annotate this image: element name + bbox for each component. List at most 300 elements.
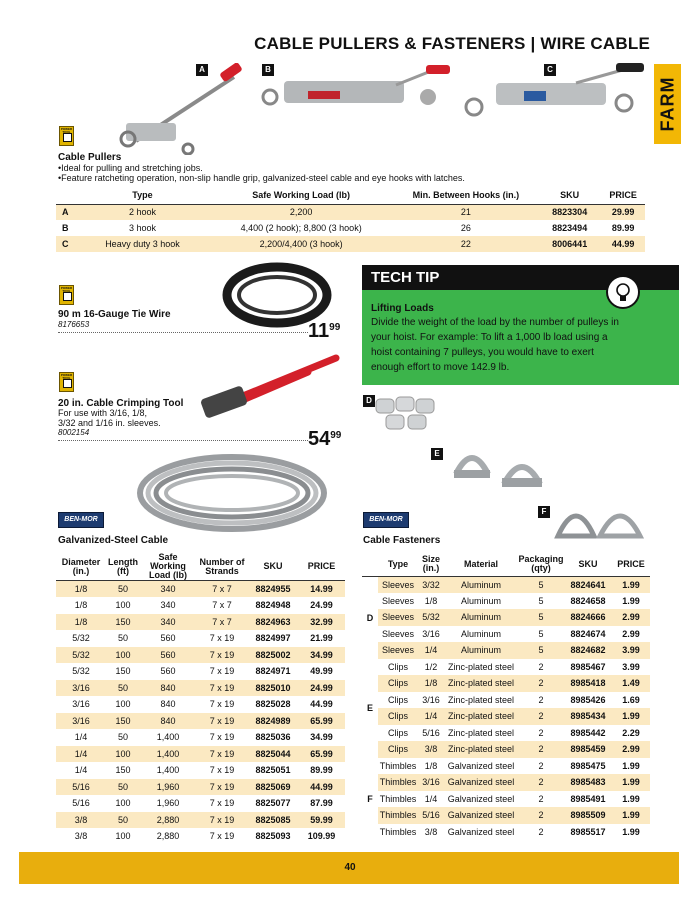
column-header-load: Safe Working Load (lb) — [140, 553, 196, 581]
cell-sku: 8824658 — [570, 595, 606, 606]
cell-type: Thimbles — [378, 807, 418, 824]
cell-strands: 7 x 19 — [196, 680, 248, 697]
galvanized-cable-table — [56, 553, 345, 845]
column-header-sku: SKU — [564, 553, 612, 576]
cell-diameter: 1/8 — [56, 581, 106, 598]
cell-sku: 8825069 — [248, 779, 298, 796]
cell-length: 150 — [115, 765, 131, 776]
column-header-sku: SKU — [248, 553, 298, 581]
crimp-tool-price-cents: 99 — [330, 430, 342, 441]
crimp-tool-desc-1: For use with 3/16, 1/8, — [58, 408, 148, 418]
cell-type: Thimbles — [379, 793, 417, 804]
cell-material: Galvanized steel — [447, 826, 515, 837]
cell-sku: 8824641 — [564, 576, 612, 593]
cell-price: 109.99 — [307, 831, 336, 842]
page-number: 40 — [344, 862, 356, 873]
crimp-tool-price — [308, 428, 341, 451]
table-row — [362, 741, 650, 758]
cell-sku: 8985491 — [570, 793, 606, 804]
table-row — [56, 746, 345, 763]
page-title: CABLE PULLERS & FASTENERS | WIRE CABLE — [254, 34, 650, 53]
cell-load: 4,400 (2 hook); 8,800 (3 hook) — [240, 223, 362, 233]
cell-diameter: 5/32 — [72, 666, 90, 677]
cell-sku: 8824674 — [570, 628, 606, 639]
cell-strands: 7 x 7 — [196, 614, 248, 631]
cell-price: 2.99 — [612, 609, 650, 626]
cell-diameter: 5/16 — [72, 798, 90, 809]
cell-type: Thimbles — [379, 760, 417, 771]
cell-size: 1/4 — [418, 642, 444, 659]
cell-price: 1.99 — [622, 826, 640, 837]
cell-price: 1.99 — [612, 576, 650, 593]
tie-wire-sku: 8176653 — [58, 320, 90, 329]
cell-load: 340 — [140, 581, 196, 598]
power-tool-badge-crimp — [59, 372, 74, 392]
cable-crimping-tool-image — [198, 350, 346, 422]
cell-price: 24.99 — [310, 600, 333, 611]
cell-length: 50 — [106, 812, 140, 829]
cell-sku: 8985475 — [570, 760, 606, 771]
table-row — [362, 675, 650, 692]
cell-material: Aluminum — [444, 576, 518, 593]
cell-packaging: 2 — [538, 760, 544, 771]
cell-length: 50 — [106, 779, 140, 796]
crimp-tool-sku: 8002154 — [58, 428, 90, 437]
cell-load: 2,880 — [140, 812, 196, 829]
crimp-tool-desc-2: 3/32 and 1/16 in. sleeves. — [58, 417, 161, 428]
cell-strands: 7 x 19 — [209, 831, 235, 842]
cell-type: Sleeves — [378, 642, 418, 659]
cell-strands: 7 x 19 — [196, 647, 248, 664]
image-label-e: E — [431, 448, 443, 460]
cell-material: Zinc-plated steel — [447, 694, 515, 705]
cell-packaging: 2 — [538, 727, 544, 738]
cell-load: 1,960 — [156, 798, 180, 809]
cell-group-letter: F — [367, 793, 373, 804]
cell-diameter: 3/16 — [56, 680, 106, 697]
tie-wire-price-cents: 99 — [329, 322, 341, 333]
cell-length: 150 — [106, 713, 140, 730]
cell-load: 1,960 — [140, 779, 196, 796]
cell-size: 3/8 — [418, 741, 444, 758]
table-row — [56, 236, 645, 252]
cell-sku: 8985467 — [570, 661, 606, 672]
cell-sku: 8824971 — [255, 666, 291, 677]
cell-packaging: 5 — [538, 595, 544, 606]
table-row — [362, 807, 650, 824]
tie-wire-title: 90 m 16-Gauge Tie Wire — [58, 309, 171, 320]
image-label-a: A — [196, 64, 208, 76]
cell-price: 24.99 — [298, 680, 345, 697]
cell-price: 32.99 — [298, 614, 345, 631]
cell-price: 1.99 — [622, 793, 640, 804]
cell-type: Sleeves — [378, 576, 418, 593]
cell-size: 5/16 — [422, 727, 440, 738]
cell-diameter: 5/32 — [56, 647, 106, 664]
table-row — [56, 630, 345, 647]
cell-length: 50 — [117, 633, 128, 644]
cell-strands: 7 x 19 — [209, 732, 235, 743]
cell-material: Galvanized steel — [447, 793, 515, 804]
cell-packaging: 2 — [538, 661, 544, 672]
column-header-group — [362, 553, 378, 576]
table-row — [56, 680, 345, 697]
column-header-price: PRICE — [298, 553, 345, 581]
cell-load: 840 — [140, 713, 196, 730]
tie-wire-price — [308, 320, 340, 343]
cell-sku: 8985483 — [564, 774, 612, 791]
table-row — [56, 204, 645, 220]
cell-strands: 7 x 19 — [196, 779, 248, 796]
column-header-sku: SKU — [538, 187, 601, 204]
cell-material: Zinc-plated steel — [444, 675, 518, 692]
cell-sku: 8825010 — [248, 680, 298, 697]
cell-material: Galvanized steel — [444, 807, 518, 824]
column-header-strands: Number of Strands — [196, 553, 248, 581]
column-header-price: PRICE — [612, 553, 650, 576]
cell-sku: 8824955 — [248, 581, 298, 598]
cell-price: 1.99 — [612, 807, 650, 824]
table-row — [56, 581, 345, 598]
cell-price: 1.99 — [612, 774, 650, 791]
cable-pullers-bullet-1: •Ideal for pulling and stretching jobs. — [58, 163, 203, 173]
cell-size: 1/4 — [418, 708, 444, 725]
column-header-length: Length (ft) — [106, 553, 140, 581]
cell-diameter: 3/16 — [56, 713, 106, 730]
lightbulb-icon — [606, 275, 640, 309]
cell-sku: 8985509 — [564, 807, 612, 824]
cell-material: Zinc-plated steel — [444, 708, 518, 725]
cell-price: 44.99 — [298, 779, 345, 796]
cell-price: 2.99 — [622, 628, 640, 639]
table-row — [56, 663, 345, 680]
table-row — [56, 779, 345, 796]
image-label-f: F — [538, 506, 550, 518]
cable-pullers-heading: Cable Pullers — [58, 152, 122, 163]
cell-letter: C — [56, 236, 76, 252]
cell-sku: 8824682 — [564, 642, 612, 659]
table-row — [362, 758, 650, 775]
aluminum-sleeves-image — [372, 395, 442, 435]
cell-price: 34.99 — [310, 732, 333, 743]
cell-type: Heavy duty 3 hook — [76, 236, 208, 252]
cell-diameter: 1/8 — [56, 614, 106, 631]
cell-packaging: 2 — [518, 774, 564, 791]
cell-strands: 7 x 19 — [196, 713, 248, 730]
cell-length: 100 — [115, 798, 131, 809]
table-row — [362, 791, 650, 808]
cell-packaging: 2 — [518, 807, 564, 824]
cell-sku: 8985442 — [570, 727, 606, 738]
cell-price: 1.99 — [622, 595, 640, 606]
cell-type: Clips — [387, 727, 408, 738]
cell-material: Aluminum — [460, 595, 501, 606]
cell-load: 340 — [140, 614, 196, 631]
cell-sku: 8824666 — [564, 609, 612, 626]
cable-fasteners-table — [362, 553, 650, 840]
crimp-tool-price-leader — [58, 440, 308, 441]
cell-strands: 7 x 19 — [209, 798, 235, 809]
cell-strands: 7 x 19 — [209, 699, 235, 710]
table-row — [56, 812, 345, 829]
cell-size: 3/16 — [422, 694, 440, 705]
cell-sku: 8825085 — [248, 812, 298, 829]
cell-sku: 8985434 — [564, 708, 612, 725]
cell-material: Zinc-plated steel — [447, 661, 515, 672]
image-label-c: C — [544, 64, 556, 76]
cable-puller-b-image — [263, 65, 450, 105]
table-row — [362, 774, 650, 791]
cell-sku: 8985418 — [564, 675, 612, 692]
cell-sku: 8825093 — [255, 831, 291, 842]
tech-tip-heading: Lifting Loads — [371, 303, 434, 314]
cell-type: Sleeves — [378, 609, 418, 626]
cable-puller-images — [56, 63, 646, 155]
cell-type: Clips — [387, 694, 408, 705]
cell-strands: 7 x 19 — [209, 765, 235, 776]
column-header-letter — [56, 187, 76, 204]
cell-strands: 7 x 19 — [196, 746, 248, 763]
cell-price: 44.99 — [601, 236, 645, 252]
cell-strands: 7 x 7 — [196, 581, 248, 598]
table-row — [56, 729, 345, 746]
tech-tip-text: Divide the weight of the load by the number of pulleys in your hoist. For example: To lift a 1,000 lb load using a hoist containing 7 pulleys, you would have to exert enough effort to move 142.9 lb. — [371, 317, 619, 373]
cell-length: 50 — [106, 680, 140, 697]
image-label-b: B — [262, 64, 274, 76]
tech-tip-header: TECH TIP — [362, 265, 679, 290]
cell-sku: 8985459 — [564, 741, 612, 758]
cell-diameter: 1/8 — [74, 600, 88, 611]
cell-length: 100 — [106, 647, 140, 664]
cell-sku: 8824963 — [248, 614, 298, 631]
cell-size: 3/16 — [422, 628, 440, 639]
cell-strands: 7 x 19 — [209, 666, 235, 677]
column-header-type: Type — [76, 187, 208, 204]
image-label-d: D — [363, 395, 375, 407]
cell-packaging: 2 — [538, 793, 544, 804]
cell-material: Galvanized steel — [444, 774, 518, 791]
cell-sku: 8825002 — [248, 647, 298, 664]
table-row — [56, 762, 345, 779]
farm-tab-label: FARM — [657, 76, 677, 132]
cell-size: 1/2 — [424, 661, 438, 672]
cell-diameter: 1/4 — [74, 732, 88, 743]
cell-packaging: 2 — [518, 675, 564, 692]
cell-length: 150 — [106, 614, 140, 631]
cell-price: 3.99 — [622, 661, 640, 672]
cell-load: 340 — [160, 600, 176, 611]
cell-packaging: 2 — [518, 741, 564, 758]
cell-load: 1,400 — [156, 732, 180, 743]
cell-sku: 8824997 — [255, 633, 291, 644]
cell-sku: 8985426 — [570, 694, 606, 705]
cell-diameter: 1/4 — [56, 746, 106, 763]
cell-packaging: 5 — [518, 576, 564, 593]
cell-size: 1/8 — [424, 595, 438, 606]
cell-sku: 8825051 — [255, 765, 291, 776]
cell-min: 26 — [460, 223, 471, 233]
table-row — [362, 692, 650, 709]
cell-length: 100 — [106, 746, 140, 763]
cell-size: 3/8 — [424, 826, 438, 837]
cell-strands: 7 x 7 — [212, 600, 232, 611]
cell-load: 840 — [160, 699, 176, 710]
table-row — [362, 626, 650, 643]
cell-load: 2,200 — [209, 204, 394, 220]
cell-length: 100 — [115, 600, 131, 611]
cell-price: 21.99 — [310, 633, 333, 644]
table-row — [56, 713, 345, 730]
cell-material: Zinc-plated steel — [447, 727, 515, 738]
cell-packaging: 5 — [538, 628, 544, 639]
cell-sku: 8823494 — [552, 223, 588, 233]
cell-material: Zinc-plated steel — [444, 741, 518, 758]
cell-load: 560 — [140, 647, 196, 664]
cell-size: 3/32 — [418, 576, 444, 593]
cell-type: Clips — [378, 741, 418, 758]
cell-length: 100 — [115, 831, 131, 842]
cell-length: 150 — [115, 666, 131, 677]
cell-size: 1/4 — [424, 793, 438, 804]
cell-material: Aluminum — [444, 642, 518, 659]
column-header-type: Type — [378, 553, 418, 576]
cell-sku: 8825036 — [255, 732, 291, 743]
cell-price: 1.49 — [612, 675, 650, 692]
cell-price: 14.99 — [298, 581, 345, 598]
cell-diameter: 5/32 — [72, 633, 90, 644]
cell-diameter: 1/4 — [74, 765, 88, 776]
column-header-price: PRICE — [601, 187, 645, 204]
cell-price: 34.99 — [298, 647, 345, 664]
table-row — [362, 824, 650, 841]
table-row — [56, 647, 345, 664]
cell-sku: 8824989 — [248, 713, 298, 730]
cell-sku: 8985517 — [570, 826, 606, 837]
cell-letter: A — [56, 204, 76, 220]
table-row — [362, 642, 650, 659]
table-row — [362, 609, 650, 626]
farm-section-tab[interactable] — [654, 64, 681, 144]
crimp-tool-title: 20 in. Cable Crimping Tool — [58, 398, 184, 409]
cell-type: Thimbles — [379, 826, 417, 837]
cable-fasteners-heading: Cable Fasteners — [363, 535, 441, 546]
cell-min: 22 — [394, 236, 538, 252]
column-header-load: Safe Working Load (lb) — [209, 187, 394, 204]
cell-price: 89.99 — [310, 765, 333, 776]
tie-wire-image — [222, 262, 332, 328]
cell-diameter: 3/8 — [56, 812, 106, 829]
power-tool-badge-tie-wire — [59, 285, 74, 305]
cell-size: 3/16 — [418, 774, 444, 791]
cell-load: 2,880 — [156, 831, 180, 842]
cell-type: 3 hook — [128, 223, 156, 233]
cell-diameter: 5/16 — [56, 779, 106, 796]
cell-price: 1.99 — [622, 760, 640, 771]
cell-packaging: 2 — [538, 694, 544, 705]
cell-price: 1.69 — [622, 694, 640, 705]
cell-type: 2 hook — [76, 204, 208, 220]
cell-length: 50 — [106, 581, 140, 598]
table-row — [362, 593, 650, 610]
cell-material: Aluminum — [460, 628, 501, 639]
cell-packaging: 5 — [518, 642, 564, 659]
cell-sku: 8825044 — [248, 746, 298, 763]
cell-sku: 8006441 — [538, 236, 601, 252]
cell-load: 1,400 — [156, 765, 180, 776]
cell-group-letter: E — [366, 703, 373, 713]
cell-material: Galvanized steel — [447, 760, 515, 771]
table-row — [362, 576, 650, 593]
cell-packaging: 5 — [518, 609, 564, 626]
cell-packaging: 2 — [538, 826, 544, 837]
cell-strands: 7 x 19 — [209, 633, 235, 644]
cell-size: 1/8 — [418, 675, 444, 692]
table-row — [56, 220, 645, 236]
table-row — [56, 696, 345, 713]
table-row — [362, 708, 650, 725]
cell-strands: 7 x 19 — [196, 812, 248, 829]
cell-sku: 8825077 — [255, 798, 291, 809]
cell-sku: 8824948 — [255, 600, 291, 611]
cell-diameter: 3/16 — [72, 699, 90, 710]
cell-price: 89.99 — [611, 223, 635, 233]
column-header-packaging: Packaging (qty) — [518, 553, 564, 576]
cell-price: 44.99 — [310, 699, 333, 710]
cell-price: 2.29 — [622, 727, 640, 738]
cell-min: 21 — [394, 204, 538, 220]
cable-clips-image — [450, 444, 550, 494]
cell-length: 100 — [115, 699, 131, 710]
cell-load: 1,400 — [140, 746, 196, 763]
cell-price: 3.99 — [612, 642, 650, 659]
cell-packaging: 2 — [518, 708, 564, 725]
crimp-tool-price-whole: 54 — [308, 428, 331, 450]
cell-material: Aluminum — [444, 609, 518, 626]
cell-load: 560 — [160, 633, 176, 644]
table-row — [56, 795, 345, 812]
cell-load: 840 — [140, 680, 196, 697]
table-row — [56, 828, 345, 845]
cell-sku: 8823304 — [538, 204, 601, 220]
table-row — [56, 597, 345, 614]
cell-price: 1.99 — [612, 708, 650, 725]
cell-price: 65.99 — [298, 713, 345, 730]
cell-type: Clips — [378, 708, 418, 725]
cell-price: 65.99 — [298, 746, 345, 763]
cable-pullers-bullet-2: •Feature ratcheting operation, non-slip handle grip, galvanized-steel cable and eye hooks with latches. — [58, 173, 465, 183]
cell-type: Clips — [378, 675, 418, 692]
table-row — [56, 614, 345, 631]
galvanized-cable-coil-image — [134, 452, 330, 534]
cell-price: 2.99 — [612, 741, 650, 758]
cell-load: 560 — [160, 666, 176, 677]
tie-wire-price-whole: 11 — [308, 320, 330, 342]
column-header-size: Size (in.) — [418, 553, 444, 576]
cell-price: 59.99 — [298, 812, 345, 829]
table-row — [362, 659, 650, 676]
column-header-diameter: Diameter (in.) — [56, 553, 106, 581]
power-tool-badge-pullers — [59, 126, 74, 146]
cell-size: 5/32 — [418, 609, 444, 626]
cell-type: Sleeves — [381, 628, 415, 639]
cell-type: Clips — [387, 661, 408, 672]
cell-type: Sleeves — [381, 595, 415, 606]
cell-size: 5/16 — [418, 807, 444, 824]
cable-thimbles-image — [554, 500, 646, 542]
table-row — [362, 725, 650, 742]
ben-mor-logo-cable: BEN-MOR — [58, 512, 104, 528]
cell-price: 87.99 — [310, 798, 333, 809]
